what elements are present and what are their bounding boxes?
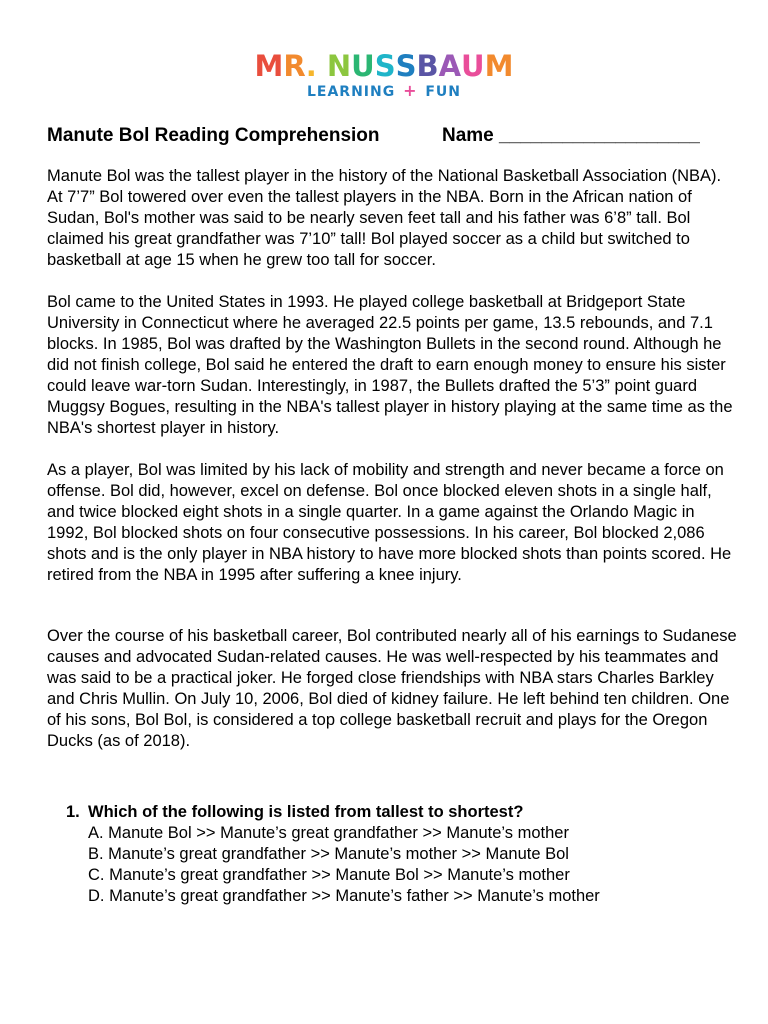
mr-nussbaum-logo bbox=[0, 50, 768, 101]
choice-b: B. Manute’s great grandfather >> Manute’s mother >> Manute Bol bbox=[88, 845, 569, 863]
logo-letter: M bbox=[484, 49, 514, 83]
tagline-fun: FUN bbox=[425, 84, 462, 100]
choice-d: D. Manute’s great grandfather >> Manute’s father >> Manute’s mother bbox=[88, 887, 600, 905]
paragraph-2: Bol came to the United States in 1993. He played college basketball at Bridgeport State University in Connecticut where he averaged 22.5 points per game, 13.5 rebounds, and 7.1 blocks. In 1985, Bol was drafted by the Washington Bullets in the second round. Although he did not finish college, Bol said he entered the draft to earn enough money to ensure his sister could leave war-torn Sudan. Interestingly, in 1987, the Bullets drafted the 5’3” point guard Muggsy Bogues, resulting in the NBA's tallest player in history playing at the same time as the NBA's shortest player in history. bbox=[47, 293, 733, 437]
logo-letter: N bbox=[326, 49, 352, 83]
logo-tagline bbox=[0, 82, 768, 101]
logo-letter: M bbox=[254, 49, 284, 83]
question-1-text: Which of the following is listed from tallest to shortest? bbox=[88, 803, 524, 821]
paragraph-1: Manute Bol was the tallest player in the history of the National Basketball Association (NBA). At 7’7” Bol towered over even the tallest players in the NBA. Born in the African nation of Sudan, Bol's mother was said to be nearly seven feet tall and his father was 6’8” tall. Bol claimed his great grandfather was 7’10” tall! Bol played soccer as a child but switched to basketball at age 15 when he grew too tall for soccer. bbox=[47, 167, 722, 269]
logo-letter: S bbox=[395, 49, 417, 83]
name-field-label: Name ___________________ bbox=[442, 125, 700, 146]
logo-letter: . bbox=[305, 49, 317, 83]
logo-letter: R bbox=[283, 49, 306, 83]
logo-letter: S bbox=[374, 49, 396, 83]
question-1 bbox=[66, 802, 746, 907]
paragraph-4: Over the course of his basketball career, Bol contributed nearly all of his earnings to Sudanese causes and advocated Sudan-related causes. He was well-respected by his teammates and was said to be a practical joker. He forged close friendships with NBA stars Charles Barkley and Chris Mullin. On July 10, 2006, Bol died of kidney failure. He left behind ten children. One of his sons, Bol Bol, is considered a top college basketball recruit and plays for the Oregon Ducks (as of 2018). bbox=[47, 627, 737, 750]
logo-letter: A bbox=[438, 49, 462, 83]
tagline-learning: LEARNING bbox=[306, 84, 396, 100]
tagline-plus: + bbox=[403, 81, 418, 100]
worksheet-title: Manute Bol Reading Comprehension bbox=[47, 125, 380, 146]
logo-letter: B bbox=[416, 49, 439, 83]
worksheet-header bbox=[47, 124, 747, 148]
question-1-stem bbox=[66, 802, 746, 823]
logo-wordmark bbox=[0, 50, 768, 82]
logo-letter bbox=[317, 50, 327, 82]
choice-a: A. Manute Bol >> Manute’s great grandfather >> Manute’s mother bbox=[88, 824, 569, 842]
logo-letter: U bbox=[461, 49, 485, 83]
logo-letter: U bbox=[351, 49, 375, 83]
paragraph-3: As a player, Bol was limited by his lack of mobility and strength and never became a force on offense. Bol did, however, excel on defense. Bol once blocked eleven shots in a single half, and twice blocked eight shots in a single quarter. In a game against the Orlando Magic in 1992, Bol blocked shots on four consecutive possessions. In his career, Bol blocked 2,086 shots and is the only player in NBA history to have more blocked shots than points scored. He retired from the NBA in 1995 after suffering a knee injury. bbox=[47, 461, 732, 584]
question-1-number: 1. bbox=[66, 803, 80, 821]
choice-c: C. Manute’s great grandfather >> Manute Bol >> Manute’s mother bbox=[88, 866, 570, 884]
